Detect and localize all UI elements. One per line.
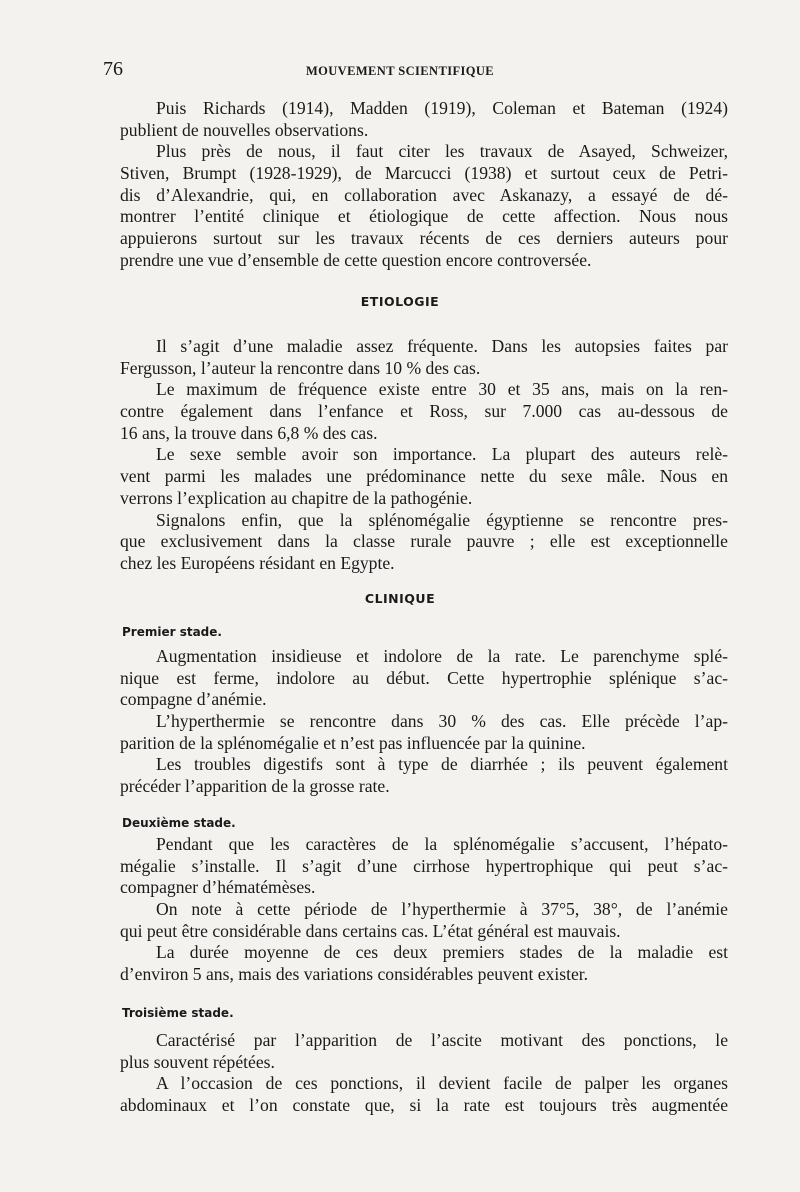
- text-line: prendre une vue d’ensemble de cette question encore controversée.: [120, 249, 592, 270]
- text-line: publient de nouvelles observations.: [120, 119, 369, 140]
- subheading-premier-stade: Premier stade.: [122, 625, 222, 639]
- text-line: dis d’Alexandrie, qui, en collaboration avec Askanazy, a essayé de dé-: [120, 184, 728, 205]
- text-line: d’environ 5 ans, mais des variations considérables peuvent exister.: [120, 964, 589, 985]
- paragraph: [120, 646, 728, 711]
- text-line: Puis Richards (1914), Madden (1919), Coleman et Bateman (1924): [156, 98, 728, 118]
- text-line: compagner d’hématémèses.: [120, 877, 316, 898]
- text-line: mégalie s’installe. Il s’agit d’une cirrhose hypertrophique qui peut s’ac-: [120, 855, 728, 876]
- running-title: MOUVEMENT SCIENTIFIQUE: [305, 64, 495, 78]
- paragraph: [120, 510, 728, 575]
- text-line: Il s’agit d’une maladie assez fréquente. Dans les autopsies faites par: [156, 336, 728, 356]
- premier-stade-text: [120, 646, 728, 798]
- text-line: A l’occasion de ces ponctions, il devient facile de palper les organes: [156, 1073, 728, 1094]
- section-heading-clinique: CLINIQUE: [364, 591, 436, 606]
- paragraph: [120, 834, 728, 899]
- text-line: appuierons surtout sur les travaux récents de ces derniers auteurs pour: [120, 228, 728, 249]
- text-line: Augmentation insidieuse et indolore de la rate. Le parenchyme splé-: [156, 646, 728, 666]
- deuxieme-stade-text: [120, 834, 728, 986]
- paragraph: [120, 1030, 728, 1073]
- text-line: chez les Européens résidant en Egypte.: [120, 552, 395, 573]
- paragraph: [120, 141, 728, 271]
- paragraph: [120, 336, 728, 379]
- text-line: Pendant que les caractères de la splénomégalie s’accusent, l’hépato-: [156, 834, 728, 854]
- text-line: nique est ferme, indolore au début. Cette hypertrophie splénique s’ac-: [120, 667, 728, 688]
- text-line: Les troubles digestifs sont à type de diarrhée ; ils peuvent également: [156, 754, 728, 775]
- text-line: montrer l’entité clinique et étiologique de cette affection. Nous nous: [120, 206, 728, 227]
- text-line: parition de la splénomégalie et n’est pas influencée par la quinine.: [120, 732, 586, 753]
- paragraph: [120, 711, 728, 754]
- paragraph: [120, 899, 728, 942]
- troisieme-stade-text: [120, 1030, 728, 1117]
- text-line: Fergusson, l’auteur la rencontre dans 10 % des cas.: [120, 357, 481, 378]
- text-line: précéder l’apparition de la grosse rate.: [120, 776, 390, 797]
- text-line: Caractérisé par l’apparition de l’ascite motivant des ponctions, le: [156, 1030, 728, 1050]
- etiologie-text: [120, 336, 728, 575]
- text-line: abdominaux et l’on constate que, si la rate est toujours très augmentée: [120, 1095, 728, 1116]
- text-line: L’hyperthermie se rencontre dans 30 % des cas. Elle précède l’ap-: [156, 711, 728, 732]
- paragraph: [120, 1073, 728, 1116]
- paragraph: [120, 379, 728, 444]
- text-line: Signalons enfin, que la splénomégalie égyptienne se rencontre pres-: [156, 509, 728, 530]
- section-heading-etiologie: ETIOLOGIE: [360, 294, 440, 309]
- subheading-deuxieme-stade: Deuxième stade.: [122, 816, 236, 830]
- paragraph: [120, 444, 728, 509]
- text-line: Stiven, Brumpt (1928-1929), de Marcucci (1938) et surtout ceux de Petri-: [120, 163, 728, 184]
- text-line: La durée moyenne de ces deux premiers stades de la maladie est: [156, 942, 728, 963]
- text-line: plus souvent répétées.: [120, 1051, 275, 1072]
- text-line: Plus près de nous, il faut citer les travaux de Asayed, Schweizer,: [156, 141, 728, 162]
- text-line: qui peut être considérable dans certains cas. L’état général est mauvais.: [120, 920, 621, 941]
- text-line: verrons l’explication au chapitre de la pathogénie.: [120, 487, 473, 508]
- text-line: On note à cette période de l’hyperthermie à 37°5, 38°, de l’anémie: [156, 899, 728, 920]
- text-line: compagne d’anémie.: [120, 689, 267, 710]
- intro-text: [120, 98, 728, 272]
- text-line: Le sexe semble avoir son importance. La plupart des auteurs relè-: [156, 444, 728, 465]
- text-line: Le maximum de fréquence existe entre 30 et 35 ans, mais on la ren-: [156, 379, 728, 400]
- text-line: vent parmi les malades une prédominance nette du sexe mâle. Nous en: [120, 466, 728, 487]
- page-number: 76: [103, 58, 123, 80]
- text-line: 16 ans, la trouve dans 6,8 % des cas.: [120, 422, 378, 443]
- paragraph: [120, 98, 728, 141]
- subheading-troisieme-stade: Troisième stade.: [122, 1006, 234, 1020]
- text-line: contre également dans l’enfance et Ross, sur 7.000 cas au-dessous de: [120, 401, 728, 422]
- text-line: que exclusivement dans la classe rurale pauvre ; elle est exceptionnelle: [120, 531, 728, 552]
- paragraph: [120, 942, 728, 985]
- paragraph: [120, 754, 728, 797]
